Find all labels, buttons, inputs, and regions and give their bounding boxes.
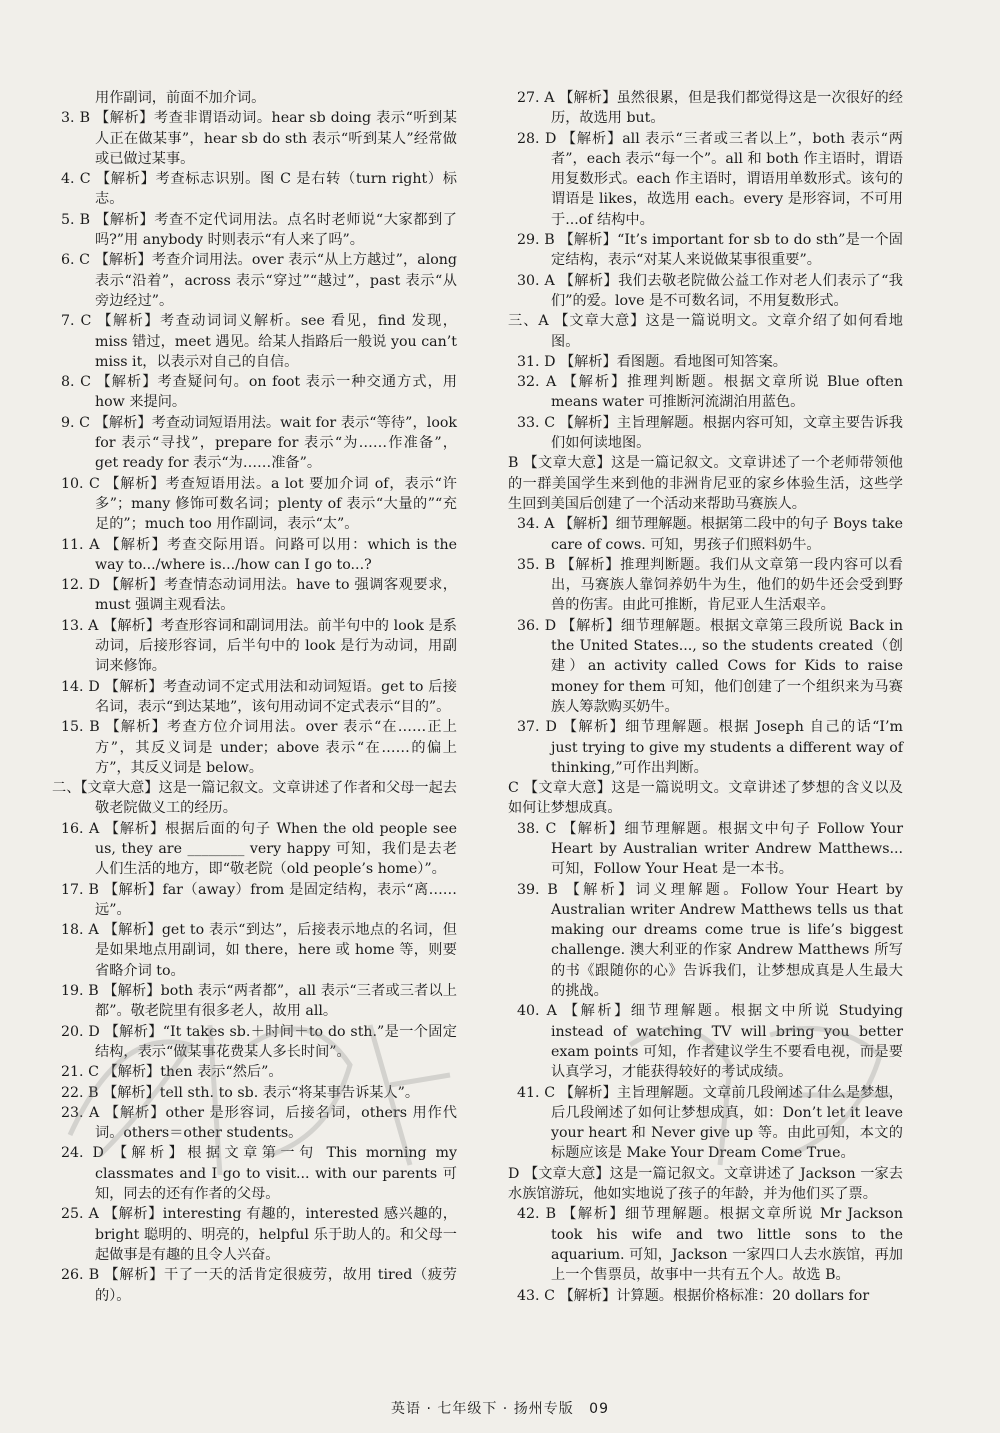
left-column <box>52 88 457 1378</box>
answer-entry: 34. A 【解析】细节理解题。根据第二段中的句子 Boys take care of cows. 可知，男孩子们照料奶牛。 <box>517 516 903 553</box>
answer-entry: 42. B 【解析】细节理解题。根据文章所说 Mr Jackson took his wife and two little sons to the aquarium. 可知，Jackson 一家四口人去水族馆，再加上一个售票员，故事中一共有五个人。故选 B。 <box>517 1206 903 1284</box>
answer-entry: 31. D 【解析】看图题。看地图可知答案。 <box>517 353 787 370</box>
answer-entry: 41. C 【解析】主旨理解题。文章前几段阐述了什么是梦想，后几段阐述了如何让梦想成真，如：Don’t let it leave your heart 和 Never give up 等。由此可知，本文的标题应该是 Make Your Dream Come True。 <box>517 1084 903 1162</box>
answer-entry: 32. A 【解析】推理判断题。根据文章所说 Blue often means water 可推断河流湖泊用蓝色。 <box>517 374 903 411</box>
answer-entry: 20. D 【解析】“It takes sb.＋时间＋to do sth.”是一个固定结构，表示“做某事花费某人多长时间”。 <box>61 1023 457 1060</box>
answer-entry: 33. C 【解析】主旨理解题。根据内容可知，文章主要告诉我们如何读地图。 <box>517 414 903 452</box>
answer-entry: 29. B 【解析】“It’s important for sb to do sth”是一个固定结构，表示“对某人来说做某事很重要”。 <box>517 232 903 269</box>
answer-entry: 18. A 【解析】get to 表示“到达”，后接表示地点的名词，但是如果地点用副词，如 there，here 或 home 等，则要省略介词 to。 <box>61 922 457 979</box>
section-heading: B 【文章大意】这是一篇记叙文。文章讲述了一个老师带领他的一群美国学生来到他的非洲肯尼亚的家乡体验生活，这些学生回到美国后创建了一个活动来帮助马赛族人。 <box>508 455 903 512</box>
page-number: 09 <box>589 1401 609 1417</box>
answer-entry: 13. A 【解析】考查形容词和副词用法。前半句中的 look 是系动词，后接形容词，后半句中的 look 是行为动词，用副词来修饰。 <box>61 617 457 675</box>
answer-entry: 24. D 【解析】根据文章第一句 This morning my classmates and I go to visit... with our parents 可知，同去的还有作者的父母。 <box>61 1145 457 1203</box>
answer-entry: 12. D 【解析】考查情态动词用法。have to 强调客观要求，must 强调主观看法。 <box>61 577 457 614</box>
answer-entry: 21. C 【解析】then 表示“然后”。 <box>61 1064 283 1081</box>
answer-entry: 26. B 【解析】干了一天的活肯定很疲劳，故用 tired（疲劳的）。 <box>61 1267 457 1304</box>
answer-entry: 9. C 【解析】考查动词短语用法。wait for 表示“等待”，look for 表示“寻找”，prepare for 表示“为……作准备”，get ready for 表示“为……准备”。 <box>61 414 457 472</box>
answer-entry: 43. C 【解析】计算题。根据价格标准：20 dollars for <box>517 1287 870 1304</box>
answer-entry: 11. A 【解析】考查交际用语。问路可以用：which is the way to.../where is.../how can I go to...? <box>61 536 457 573</box>
answer-entry: 5. B 【解析】考查不定代词用法。点名时老师说“大家都到了吗?”用 anybody 时则表示“有人来了吗”。 <box>61 211 457 249</box>
answer-entry: 27. A 【解析】虽然很累，但是我们都觉得这是一次很好的经历，故选用 but。 <box>517 90 903 127</box>
answer-entry: 36. D 【解析】细节理解题。根据文章第三段所说 Back in the United States..., so the students created（创建）an activity called Cows for Kids to raise money for them 可知，他们创建了一个组织来为马赛族人筹款购买奶牛。 <box>517 617 903 715</box>
section-heading: D 【文章大意】这是一篇记叙文。文章讲述了 Jackson 一家去水族馆游玩，他如实地说了孩子的年龄，并为他们买了票。 <box>508 1165 903 1203</box>
answer-entry: 28. D 【解析】all 表示“三者或三者以上”，both 表示“两者”，each 表示“每一个”。all 和 both 作主语时，谓语用复数形式。each 作主语时，谓语用单数形式。该句的谓语是 likes，故选用 each。every 是形容词，不可用于...of 结构中。 <box>517 130 903 228</box>
answer-entry: 38. C 【解析】细节理解题。根据文中句子 Follow Your Heart by Australian writer Andrew Matthews... 可知，Follow Your Heat 是一本书。 <box>517 820 903 878</box>
answer-entry: 39. B 【解析】词义理解题。Follow Your Heart by Australian writer Andrew Matthews tells us that making our dreams come true is life’s biggest challenge. 澳大利亚的作家 Andrew Matthews 所写的书《跟随你的心》告诉我们，让梦想成真是人生最大的挑战。 <box>517 881 903 1000</box>
answer-entry: 37. D 【解析】细节理解题。根据 Joseph 自己的话“I’m just trying to give my students a different way of thinking,”可作出判断。 <box>517 719 903 776</box>
answer-entry: 30. A 【解析】我们去敬老院做公益工作对老人们表示了“我们”的爱。love 是不可数名词，不用复数形式。 <box>517 272 903 309</box>
answer-entry: 7. C 【解析】考查动词词义解析。see 看见，find 发现，miss 错过，meet 遇见。给某人指路后一般说 you can’t miss it，以表示对自己的自信。 <box>61 313 457 370</box>
answer-entry: 用作副词，前面不加介词。 <box>95 90 266 106</box>
footer-label: 英语 · 七年级下 · 扬州专版 <box>391 1401 574 1417</box>
answer-entry: 23. A 【解析】other 是形容词，后接名词，others 用作代词。others＝other students。 <box>61 1104 457 1142</box>
section-heading: 二、【文章大意】这是一篇记叙文。文章讲述了作者和父母一起去敬老院做义工的经历。 <box>52 780 457 817</box>
answer-entry: 15. B 【解析】考查方位介词用法。over 表示“在……正上方”，其反义词是 under；above 表示“在……的偏上方”，其反义词是 below。 <box>61 719 457 776</box>
answer-entry: 22. B 【解析】tell sth. to sb. 表示“将某事告诉某人”。 <box>61 1084 420 1101</box>
answer-entry: 6. C 【解析】考查介词用法。over 表示“从上方越过”，along 表示“沿着”，across 表示“穿过”“越过”，past 表示“从旁边经过”。 <box>61 252 457 309</box>
answer-entry: 17. B 【解析】far（away）from 是固定结构，表示“离……远”。 <box>61 881 457 918</box>
answer-entry: 3. B 【解析】考查非谓语动词。hear sb doing 表示“听到某人正在做某事”，hear sb do sth 表示“听到某人”经常做或已做过某事。 <box>61 110 457 167</box>
section-heading: C 【文章大意】这是一篇说明文。文章讲述了梦想的含义以及如何让梦想成真。 <box>508 780 903 817</box>
answer-entry: 10. C 【解析】考查短语用法。a lot 要加介词 of，表示“许多”；many 修饰可数名词；plenty of 表示“大量的”“充足的”；much too 用作副词，表示“太”。 <box>61 475 457 533</box>
answer-entry: 19. B 【解析】both 表示“两者都”，all 表示“三者或三者以上都”。敬老院里有很多老人，故用 all。 <box>61 983 457 1020</box>
page-footer <box>0 1398 1000 1418</box>
answer-entry: 16. A 【解析】根据后面的句子 When the old people see us, they are ________ very happy 可知，我们是去老人们生活的地方，即“敬老院（old people’s home）”。 <box>61 820 457 878</box>
answer-entry: 8. C 【解析】考查疑问句。on foot 表示一种交通方式，用 how 来提问。 <box>61 374 457 411</box>
answer-entry: 35. B 【解析】推理判断题。我们从文章第一段内容可以看出，马赛族人靠饲养奶牛为生，他们的奶牛还会受到野兽的伤害。由此可推断，肯尼亚人生活艰辛。 <box>517 556 903 614</box>
answer-entry: 4. C 【解析】考查标志识别。图 C 是右转（turn right）标志。 <box>61 171 457 208</box>
answer-entry: 25. A 【解析】interesting 有趣的，interested 感兴趣的，bright 聪明的、明亮的，helpful 乐于助人的。和父母一起做事是有趣的且令人兴奋。 <box>61 1206 457 1263</box>
section-heading: 三、A 【文章大意】这是一篇说明文。文章介绍了如何看地图。 <box>508 313 903 350</box>
answer-entry: 14. D 【解析】考查动词不定式用法和动词短语。get to 后接名词，表示“到达某地”，该句用动词不定式表示“目的”。 <box>61 678 457 715</box>
right-column <box>508 88 903 1378</box>
answer-entry: 40. A 【解析】细节理解题。根据文中所说 Studying instead of watching TV will bring you better exam points 可知，作者建议学生不要看电视，而是要认真学习，才能获得较好的考试成绩。 <box>517 1003 903 1081</box>
